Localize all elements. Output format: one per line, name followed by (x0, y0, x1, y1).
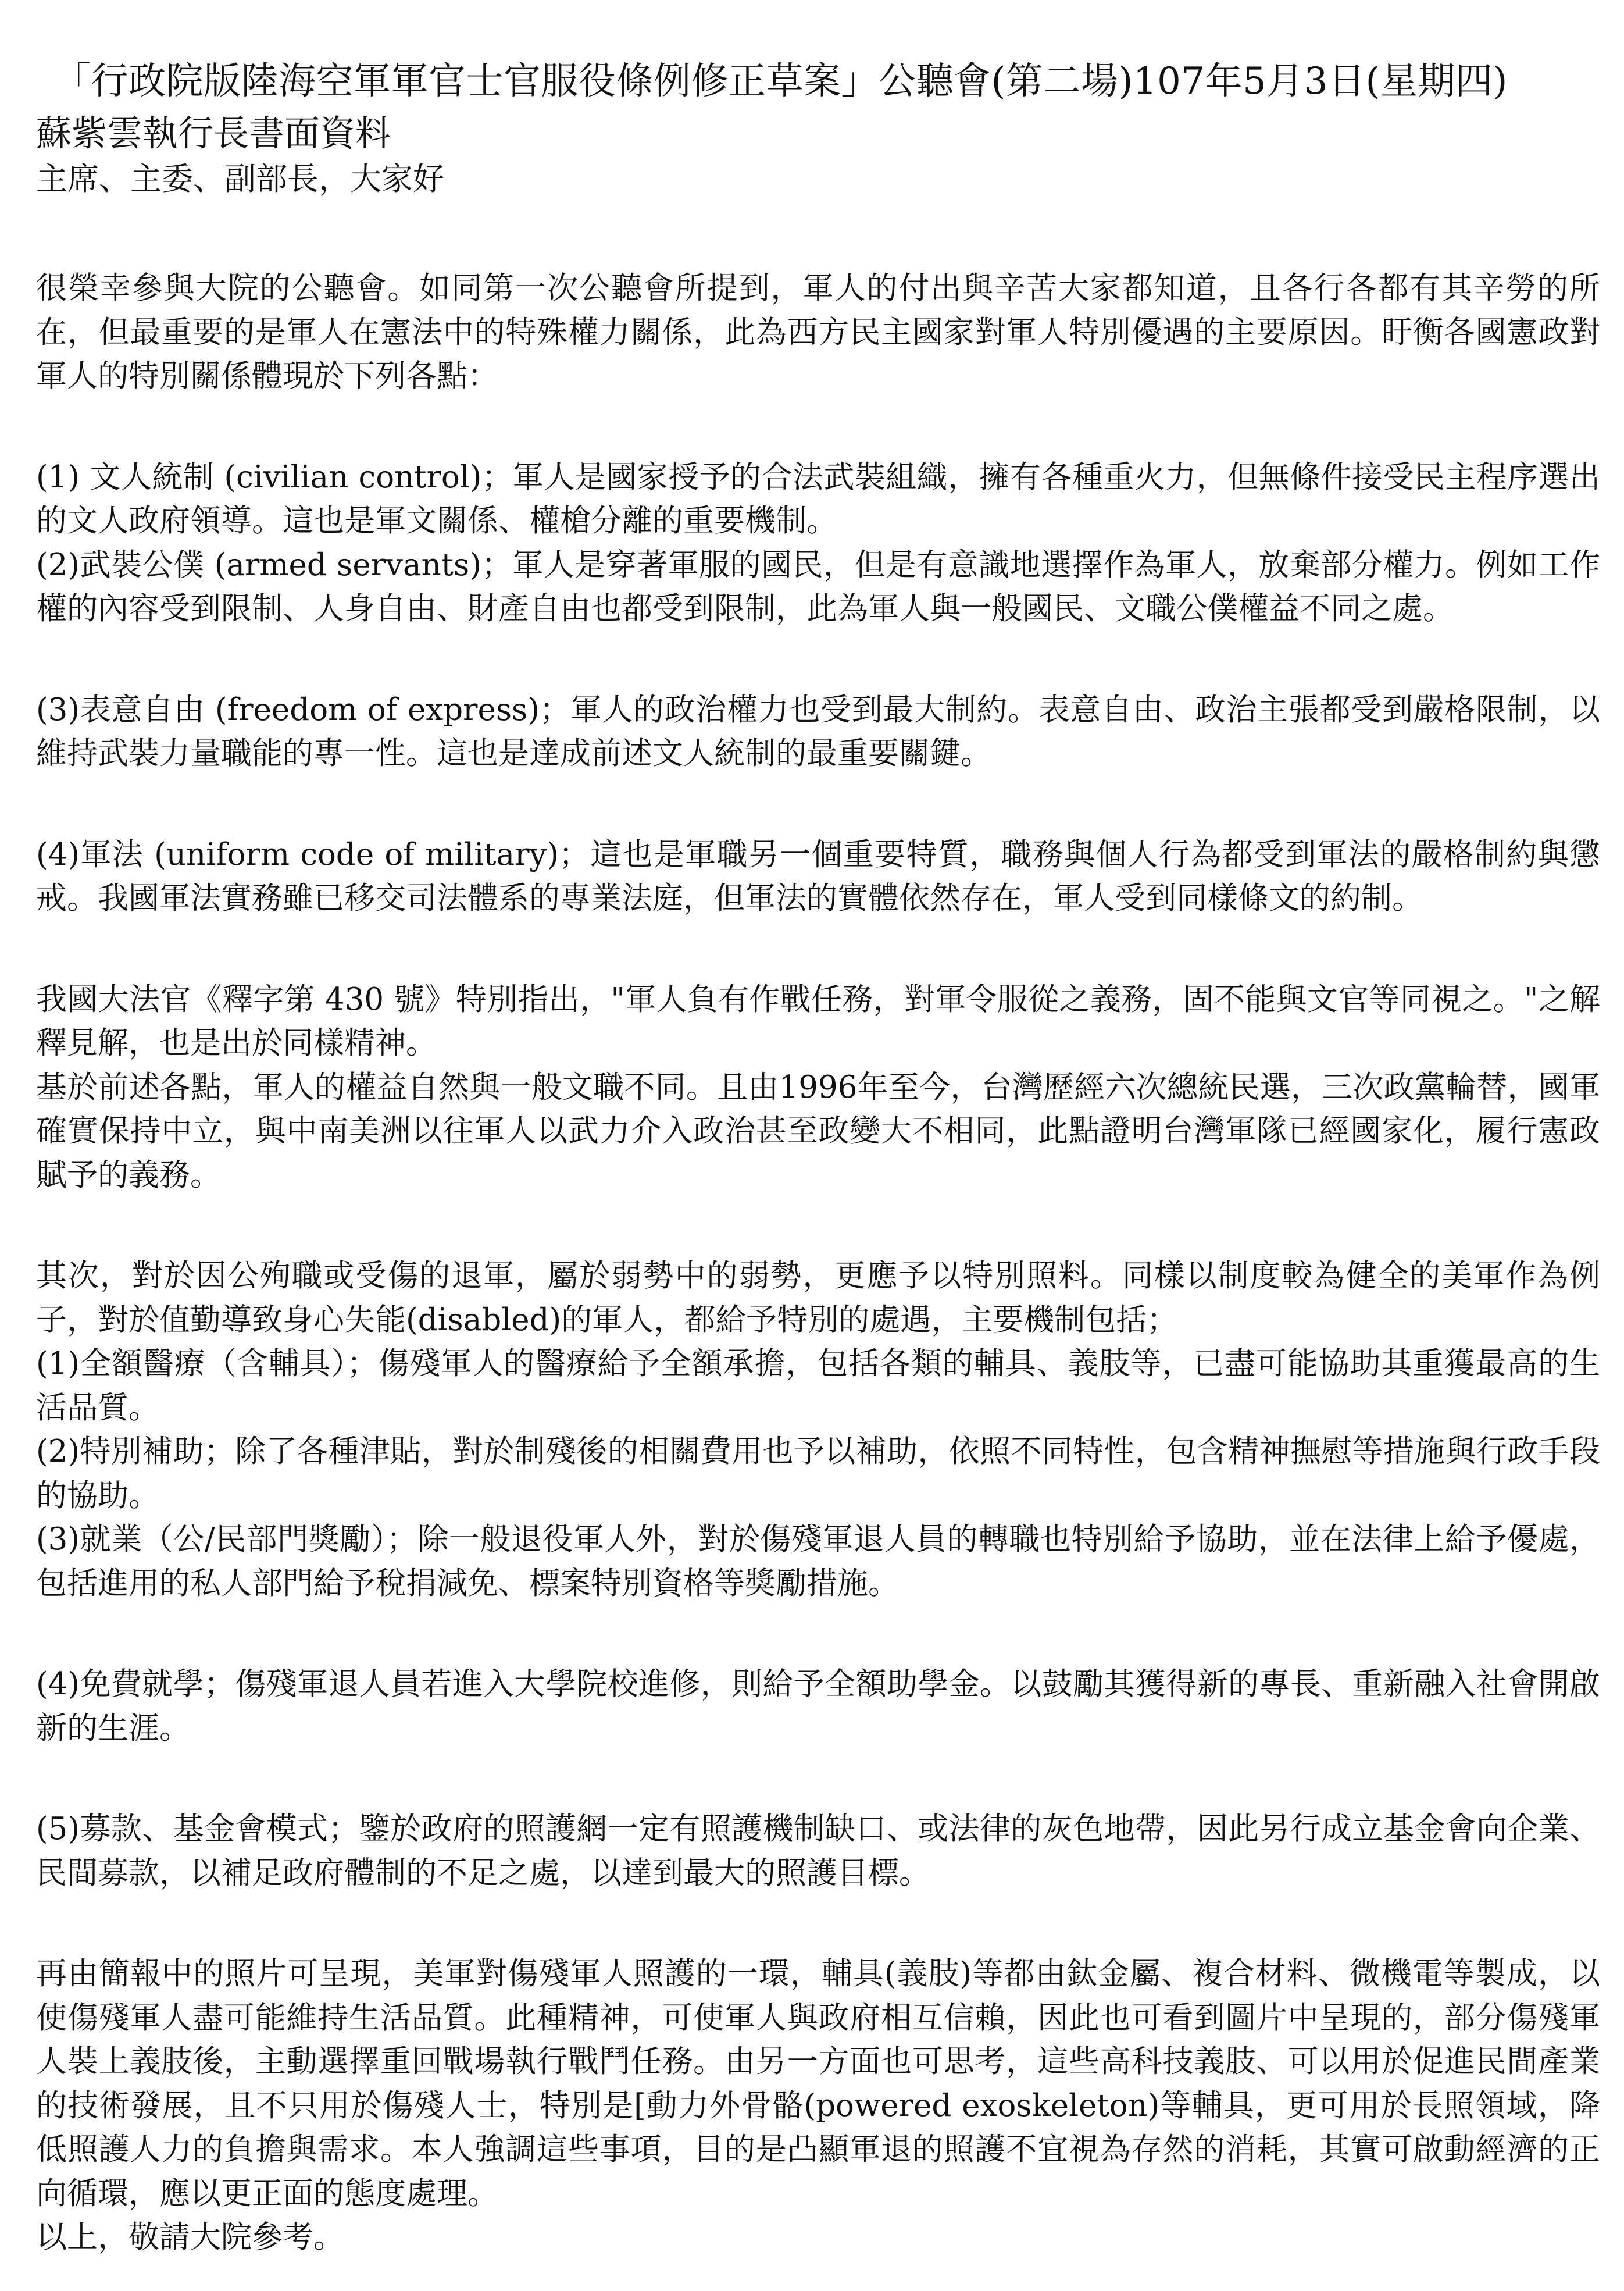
mechanism-fundraising-foundation: (5)募款、基金會模式；鑒於政府的照護網一定有照護機制缺口、或法律的灰色地帶，因此另行成立基金會向企業、民間募款，以補足政府體制的不足之處，以達到最大的照護目標。 (36, 1811, 1600, 1891)
mechanism-full-medical: (1)全額醫療（含輔具）；傷殘軍人的醫療給予全額承擔，包括各類的輔具、義肢等，已盡可能協助其重獲最高的生活品質。 (36, 1346, 1600, 1426)
mechanism-special-subsidy: (2)特別補助；除了各種津貼，對於制殘後的相關費用也予以補助，依照不同特性，包含精神撫慰等措施與行政手段的協助。 (36, 1434, 1600, 1513)
point-military-law: (4)軍法 (uniform code of military)；這也是軍職另一個重要特質，職務與個人行為都受到軍法的嚴格制約與懲戒。我國軍法實務雖已移交司法體系的專業法庭，但軍法的實體依然存在，軍人受到同樣條文的約制。 (36, 836, 1600, 916)
point-freedom-of-expression: (3)表意自由 (freedom of express)；軍人的政治權力也受到最大制約。表意自由、政治主張都受到嚴格限制，以維持武裝力量職能的專一性。這也是達成前述文人統制的最重要關鍵。 (36, 692, 1600, 771)
mechanism-free-education: (4)免費就學；傷殘軍退人員若進入大學院校進修，則給予全額助學金。以鼓勵其獲得新的專長、重新融入社會開啟新的生涯。 (36, 1666, 1600, 1746)
greeting-line: 主席、主委、副部長，大家好 (36, 161, 444, 197)
disabled-veterans-paragraph: 其次，對於因公殉職或受傷的退軍，屬於弱勢中的弱勢，更應予以特別照料。同樣以制度較為健全的美軍作為例子，對於值勤導致身心失能(disabled)的軍人，都給予特別的處遇，主要機制包括； (36, 1258, 1600, 1338)
page-title: 「行政院版陸海空軍軍官士官服役條例修正草案」公聽會(第二場)107年5月3日(星期四) (53, 60, 1508, 103)
closing-line: 以上，敬請大院參考。 (36, 2219, 344, 2255)
prosthetics-paragraph: 再由簡報中的照片可呈現，美軍對傷殘軍人照護的一環，輔具(義肢)等都由鈦金屬、複合材料、微機電等製成，以使傷殘軍人盡可能維持生活品質。此種精神，可使軍人與政府相互信賴，因此也可看到圖片中呈現的，部分傷殘軍人裝上義肢後，主動選擇重回戰場執行戰鬥任務。由另一方面也可思考，這些高科技義肢、可以用於促進民間產業的技術發展，且不只用於傷殘人士，特別是[動力外骨骼(powered exoskeleton)等輔具，更可用於長照領域，降低照護人力的負擔與需求。本人強調這些事項，目的是凸顯軍退的照護不宜視為存然的消耗，其實可啟動經濟的正向循環，應以更正面的態度處理。 (36, 1956, 1600, 2211)
document-subtitle: 蘇紫雲執行長書面資料 (36, 113, 391, 154)
mechanism-employment: (3)就業（公/民部門獎勵）；除一般退役軍人外，對於傷殘軍退人員的轉職也特別給予協助，並在法律上給予優處，包括進用的私人部門給予稅捐減免、標案特別資格等獎勵措施。 (36, 1522, 1600, 1601)
interpretation-430-paragraph: 我國大法官《釋字第 430 號》特別指出，"軍人負有作戰任務，對軍令服從之義務，固不能與文官等同視之。"之解釋見解，也是出於同樣精神。 (36, 981, 1600, 1061)
neutrality-paragraph: 基於前述各點，軍人的權益自然與一般文職不同。且由1996年至今，台灣歷經六次總統民選，三次政黨輪替，國軍確實保持中立，與中南美洲以往軍人以武力介入政治甚至政變大不相同，此點證明台灣軍隊已經國家化，履行憲政賦予的義務。 (36, 1069, 1600, 1193)
point-civilian-control: (1) 文人統制 (civilian control)；軍人是國家授予的合法武裝組織，擁有各種重火力，但無條件接受民主程序選出的文人政府領導。這也是軍文關係、權槍分離的重要機制。 (36, 459, 1600, 539)
document-page (36, 58, 1600, 2260)
intro-paragraph: 很榮幸參與大院的公聽會。如同第一次公聽會所提到，軍人的付出與辛苦大家都知道，且各行各都有其辛勞的所在，但最重要的是軍人在憲法中的特殊權力關係，此為西方民主國家對軍人特別優遇的主要原因。盱衡各國憲政對軍人的特別關係體現於下列各點： (36, 270, 1600, 394)
point-armed-servants: (2)武裝公僕 (armed servants)；軍人是穿著軍服的國民，但是有意識地選擇作為軍人，放棄部分權力。例如工作權的內容受到限制、人身自由、財產自由也都受到限制，此為軍人與一般國民、文職公僕權益不同之處。 (36, 547, 1600, 626)
